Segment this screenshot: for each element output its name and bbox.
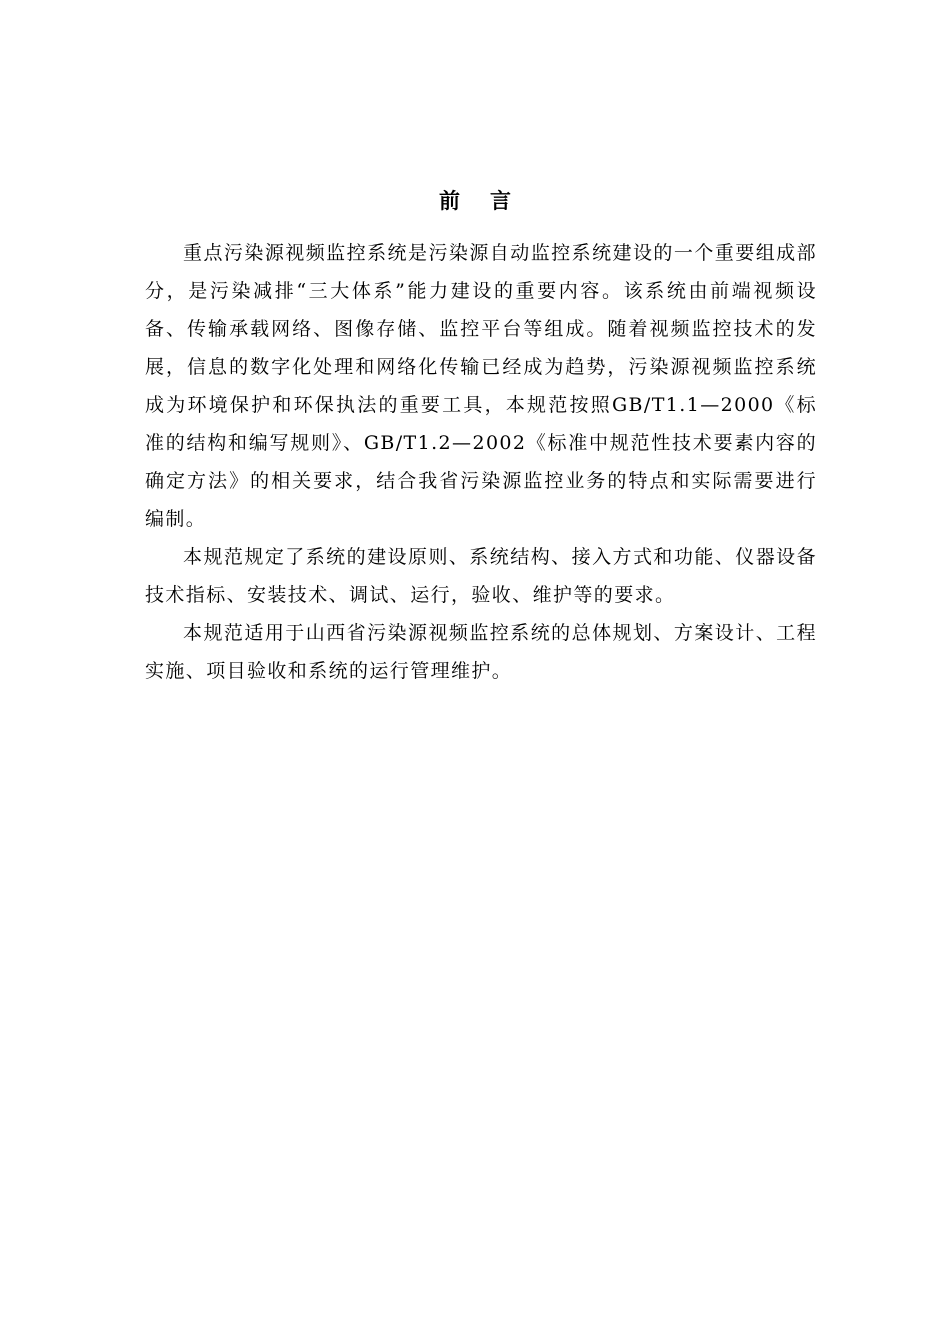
paragraph-intro: 重点污染源视频监控系统是污染源自动监控系统建设的一个重要组成部分，是污染减排“三大体系”能力建设的重要内容。该系统由前端视频设备、传输承载网络、图像存储、监控平台等组成。随着视频监控技术的发展，信息的数字化处理和网络化传输已经成为趋势，污染源视频监控系统成为环境保护和环保执法的重要工具，本规范按照GB/T1.1—2000《标准的结构和编写规则》、GB/T1.2—2002《标准中规范性技术要素内容的确定方法》的相关要求，结合我省污染源监控业务的特点和实际需要进行编制。 [145,242,817,530]
document-body [145,234,817,690]
paragraph-applicability: 本规范适用于山西省污染源视频监控系统的总体规划、方案设计、工程实施、项目验收和系统的运行管理维护。 [145,622,817,682]
page-title: 前言 [439,188,541,213]
paragraph-scope: 本规范规定了系统的建设原则、系统结构、接入方式和功能、仪器设备技术指标、安装技术、调试、运行，验收、维护等的要求。 [145,546,817,606]
